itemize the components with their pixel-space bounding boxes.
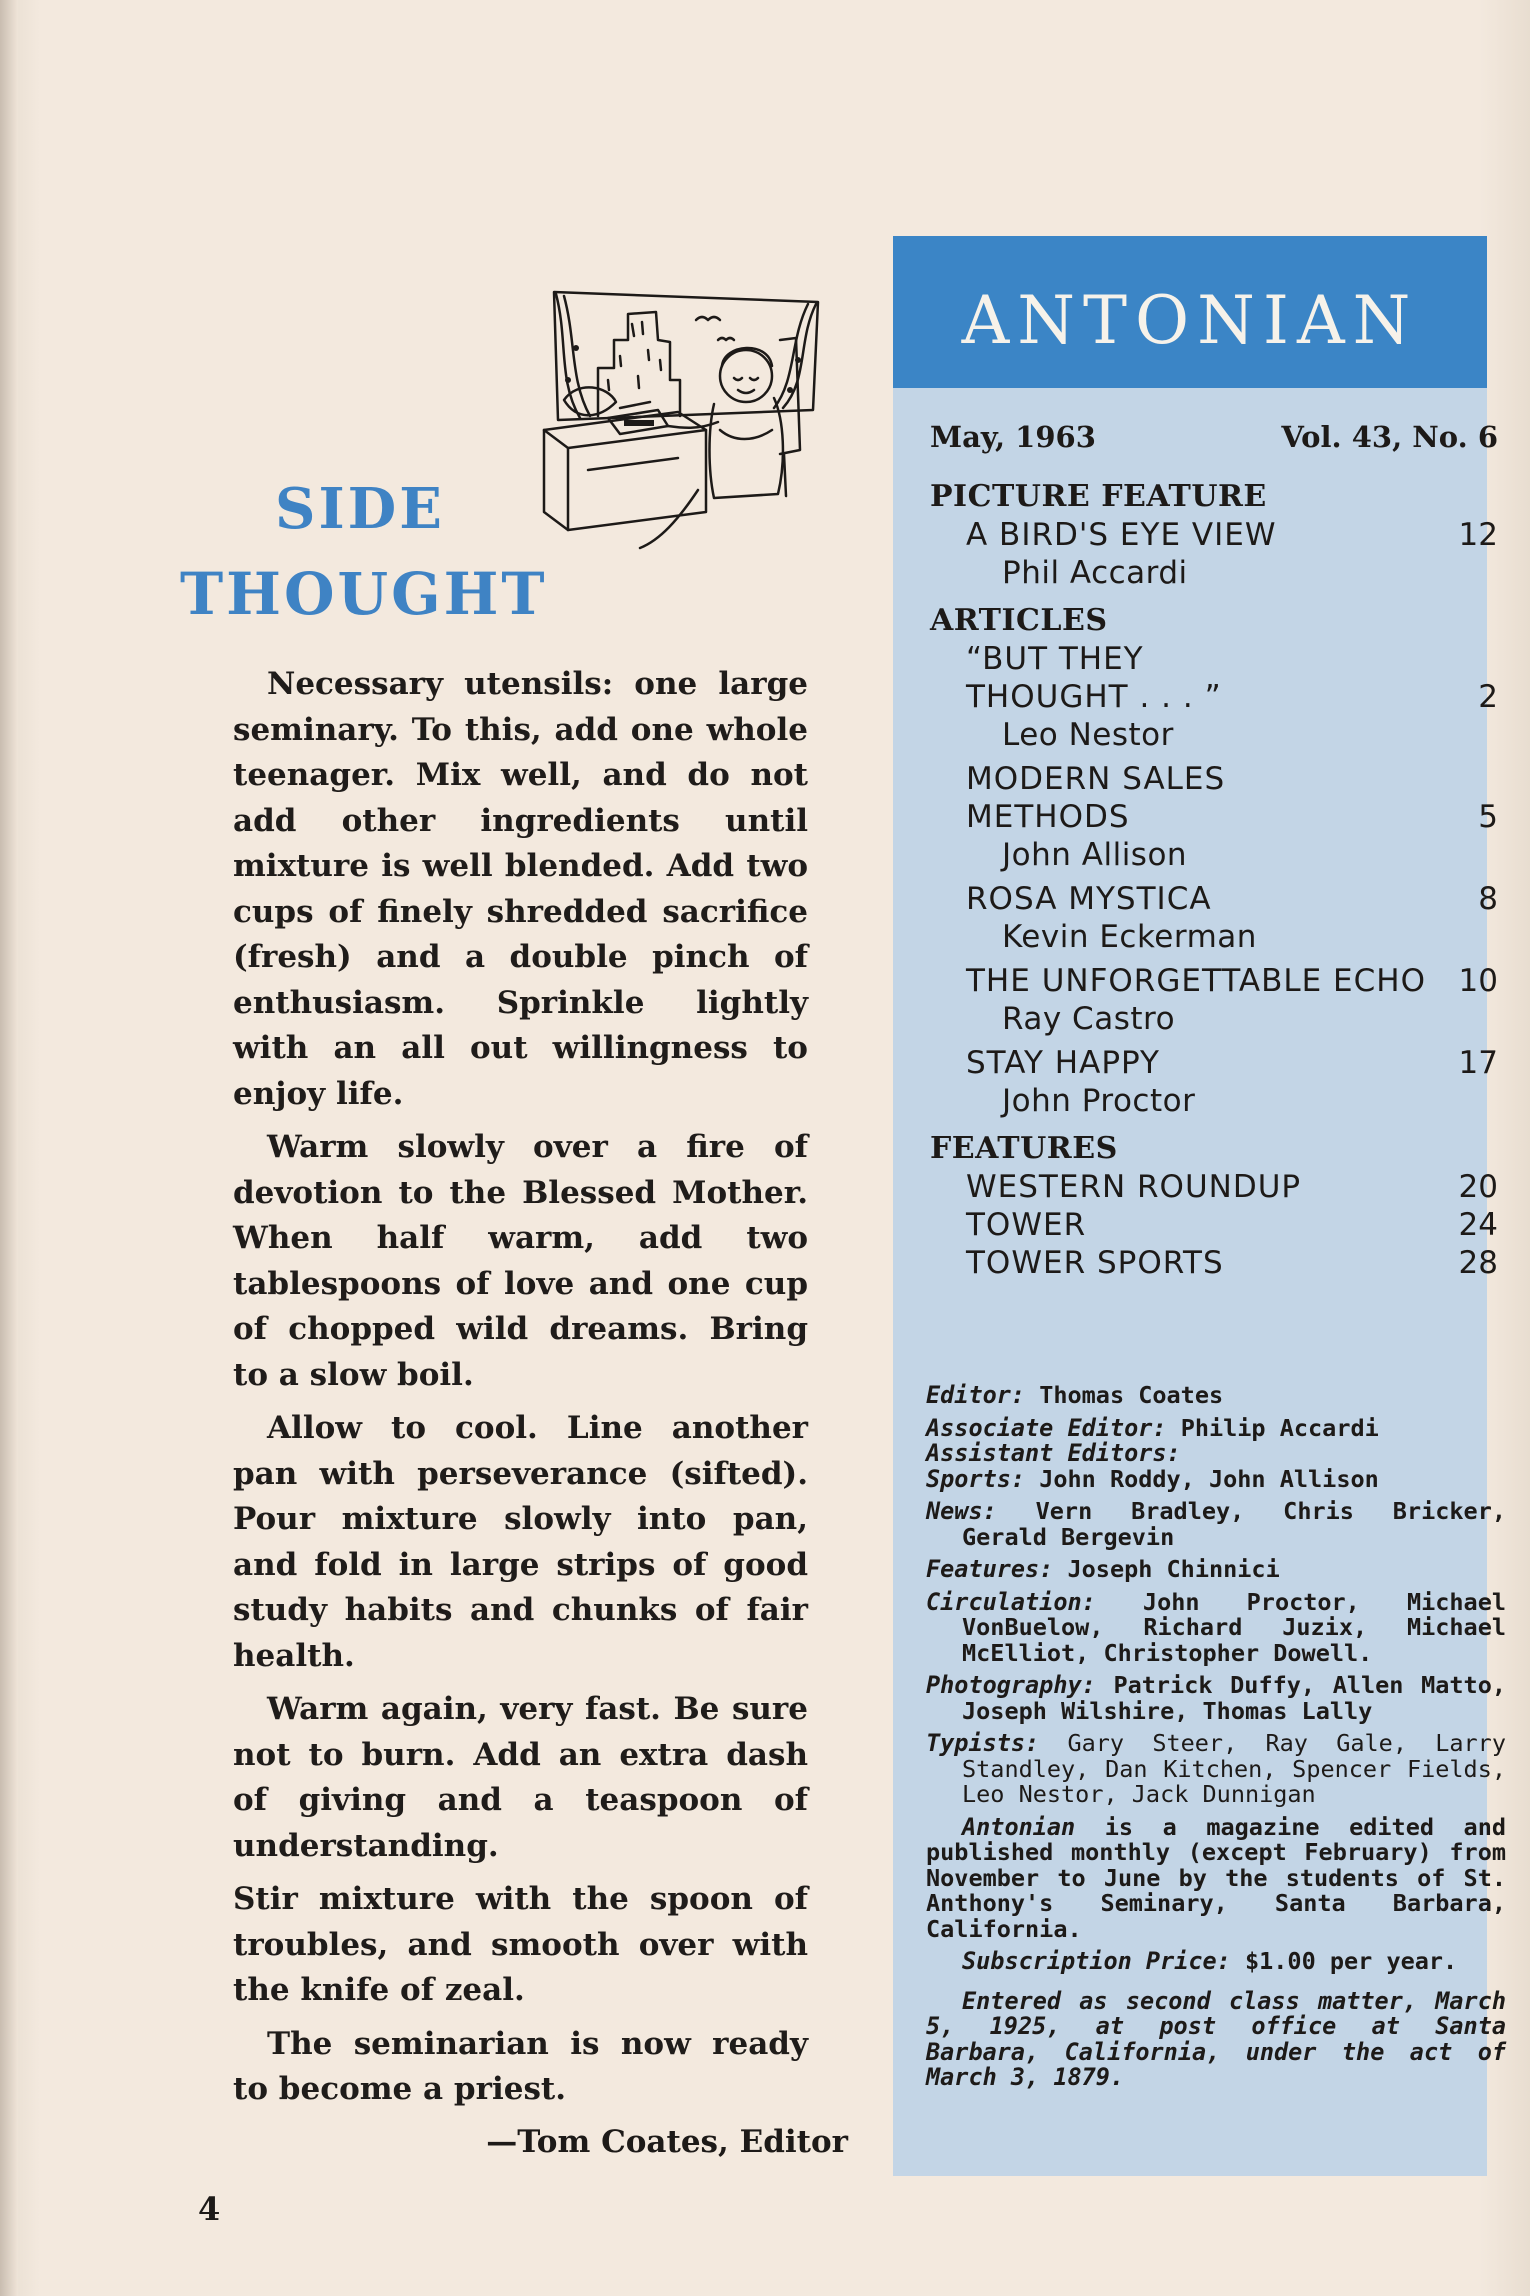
page-spine-shadow	[0, 0, 18, 2296]
price-value: $1.00 per year.	[1244, 1947, 1458, 1975]
toc-entry-page: 5	[1478, 799, 1498, 835]
staff-associate	[926, 1413, 1506, 1442]
staff-role: Editor:	[926, 1381, 1026, 1409]
toc-section-heading: PICTURE FEATURE	[930, 479, 1267, 514]
staff-names: Patrick Duffy, Allen Matto, Joseph Wilshire, Thomas Lally	[962, 1671, 1506, 1725]
staff-role: Photography:	[926, 1671, 1096, 1699]
toc-entry-title: ROSA MYSTICA	[966, 881, 1212, 917]
staff-assistants	[926, 1441, 1506, 1467]
toc-entry-page: 2	[1478, 679, 1498, 715]
page-number: 4	[198, 2190, 221, 2228]
toc-entry	[930, 640, 1498, 754]
issue-volume: Vol. 43, No. 6	[1281, 420, 1498, 454]
toc-section-heading: ARTICLES	[930, 603, 1108, 638]
staff-editor	[926, 1383, 1506, 1409]
staff-credits	[926, 1383, 1506, 2098]
staff-role: Circulation:	[926, 1587, 1096, 1616]
essay-paragraph: Necessary utensils: one large seminary. To this, add one whole teenager. Mix well, and do not add other ingredients until mixture is well blended. Add two cups of finely shredded sacrifice (fresh) and a double pinch of enthusiasm. Sprinkle lightly with an all out willingness to enjoy life.	[233, 666, 808, 1112]
toc-entry	[930, 1044, 1498, 1120]
toc-entry-title: “BUT THEY THOUGHT . . . ”	[966, 641, 1222, 715]
editor-signature: —Tom Coates, Editor	[486, 2124, 848, 2160]
priest-at-typewriter-illustration	[528, 280, 828, 650]
toc-entry-title: THE UNFORGETTABLE ECHO	[966, 963, 1426, 999]
staff-role: Associate Editor:	[926, 1413, 1167, 1442]
toc-entry-page: 10	[1458, 963, 1498, 999]
staff-role: Typists:	[926, 1729, 1040, 1757]
essay-paragraph: Stir mixture with the spoon of troubles, and smooth over with the knife of zeal.	[233, 1881, 808, 2008]
essay-paragraph: The seminarian is now ready to become a priest.	[233, 2025, 808, 2107]
side-thought-title-line2: THOUGHT	[180, 560, 548, 628]
essay-paragraph: Allow to cool. Line another pan with perseverance (sifted). Pour mixture slowly into pan, and fold in large strips of good study habits and chunks of fair health.	[233, 1410, 808, 1674]
masthead-title: ANTONIAN	[961, 282, 1419, 359]
staff-names: John Roddy, John Allison	[1039, 1464, 1379, 1493]
side-thought-essay	[233, 662, 808, 2121]
staff-circulation	[926, 1587, 1506, 1667]
about-text: is a magazine edited and published monthly (except February) from November to June by the students of St. Anthony's Seminary, Santa Barbara, California.	[926, 1812, 1506, 1943]
staff-names: Thomas Coates	[1039, 1381, 1224, 1409]
staff-names: Gary Steer, Ray Gale, Larry Standley, Dan Kitchen, Spencer Fields, Leo Nestor, Jack Dunnigan	[962, 1729, 1506, 1808]
staff-names: Vern Bradley, Chris Bricker, Gerald Bergevin	[962, 1497, 1506, 1551]
staff-typists	[926, 1731, 1506, 1808]
toc-entry-page: 8	[1478, 881, 1498, 917]
toc-entry	[930, 962, 1498, 1038]
staff-names: Joseph Chinnici	[1067, 1555, 1280, 1583]
toc-entry	[930, 1168, 1498, 1206]
toc-entry-author: John Allison	[1002, 837, 1188, 873]
toc-entry-title: A BIRD'S EYE VIEW	[966, 517, 1277, 553]
postal-entry-notice: Entered as second class matter, March 5, 1925, at post office at Santa Barbara, California, under the act of March 3, 1879.	[926, 1986, 1506, 2091]
toc-entry-page: 17	[1458, 1045, 1498, 1081]
toc-entry	[930, 516, 1498, 592]
subscription-price	[926, 1949, 1506, 1975]
staff-names: Philip Accardi	[1180, 1413, 1379, 1442]
price-label: Subscription Price:	[962, 1947, 1231, 1975]
magazine-name: Antonian	[962, 1812, 1076, 1841]
staff-features	[926, 1557, 1506, 1583]
staff-names: John Proctor, Michael VonBuelow, Richard Juzix, Michael McElliot, Christopher Dowell.	[962, 1587, 1506, 1667]
toc-entry-page: 28	[1458, 1245, 1498, 1281]
toc-entry-page: 12	[1458, 517, 1498, 553]
toc-entry-author: Phil Accardi	[1002, 555, 1188, 591]
staff-role: News:	[926, 1497, 997, 1525]
toc-entry-title: TOWER	[966, 1207, 1087, 1243]
essay-paragraph: Warm again, very fast. Be sure not to burn. Add an extra dash of giving and a teaspoon of understanding.	[233, 1691, 808, 1864]
staff-photography	[926, 1673, 1506, 1724]
side-thought-title-line1: SIDE	[275, 476, 445, 542]
toc-section-heading: FEATURES	[930, 1131, 1118, 1166]
staff-news	[926, 1499, 1506, 1550]
toc-entry-page: 24	[1458, 1207, 1498, 1243]
toc-entry-title: STAY HAPPY	[966, 1045, 1160, 1081]
table-of-contents	[930, 478, 1498, 1282]
staff-role: Assistant Editors:	[926, 1439, 1181, 1467]
toc-entry-author: Leo Nestor	[1002, 717, 1174, 753]
essay-paragraph: Warm slowly over a fire of devotion to the Blessed Mother. When half warm, add two tablespoons of love and one cup of chopped wild dreams. Bring to a slow boil.	[233, 1129, 808, 1393]
staff-role: Sports:	[926, 1464, 1026, 1493]
toc-entry-title: WESTERN ROUNDUP	[966, 1169, 1302, 1205]
toc-entry-page: 20	[1458, 1169, 1498, 1205]
toc-entry-author: Kevin Eckerman	[1002, 919, 1257, 955]
issue-date: May, 1963	[930, 420, 1096, 454]
toc-entry-title: TOWER SPORTS	[966, 1245, 1224, 1281]
toc-entry-author: Ray Castro	[1002, 1001, 1176, 1037]
magazine-about	[926, 1812, 1506, 1943]
toc-entry	[930, 880, 1498, 956]
toc-entry	[930, 1206, 1498, 1244]
toc-entry-title: MODERN SALES METHODS	[966, 761, 1226, 835]
toc-entry	[930, 1244, 1498, 1282]
toc-entry-author: John Proctor	[1002, 1083, 1196, 1119]
staff-sports	[926, 1464, 1506, 1493]
staff-role: Features:	[926, 1555, 1054, 1583]
toc-entry	[930, 760, 1498, 874]
